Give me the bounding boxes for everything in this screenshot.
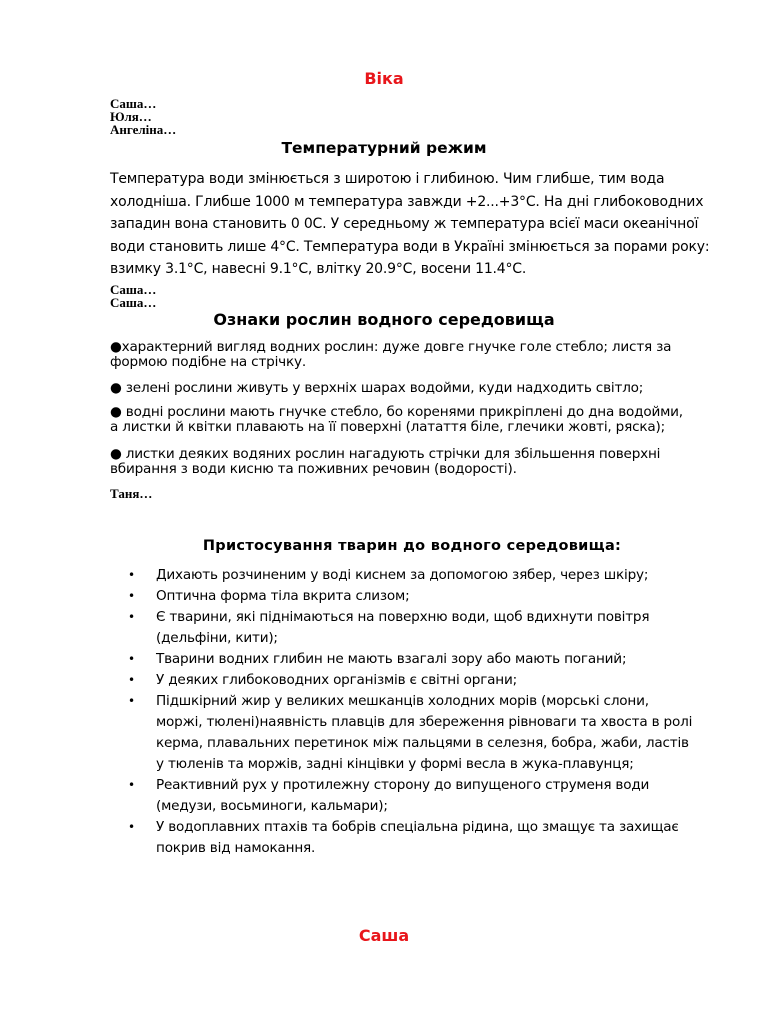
item-line: ● зелені рослини живуть у верхніх шарах водойми, куди надходить світло; [110, 380, 644, 396]
name-line: Юля… [110, 109, 152, 124]
item-line: ● листки деяких водяних рослин нагадують стрічки для збільшення поверхні [110, 446, 661, 462]
plant-feature-item [110, 447, 710, 476]
list-item [128, 817, 728, 859]
name-tanya: Таня… [110, 486, 153, 501]
paragraph-line: холодніша. Глибше 1000 м температура завжди +2...+3°С. На дні глибоководних [110, 193, 704, 210]
item-line: керма, плавальних перетинок між пальцями в селезня, бобра, жаби, ластів [156, 735, 689, 751]
bullet-icon: • [128, 589, 135, 603]
section-title-plants: Ознаки рослин водного середовища [213, 310, 555, 329]
bullet-icon: • [128, 778, 135, 792]
names-group-1 [110, 97, 176, 136]
section-title-temperature: Температурний режим [281, 139, 487, 157]
item-line: ●характерний вигляд водних рослин: дуже довге гнучке голе стебло; листя за [110, 339, 672, 355]
bullet-icon: • [128, 673, 135, 687]
list-item [128, 775, 728, 817]
names-group-2 [110, 283, 156, 309]
item-line: (дельфіни, кити); [156, 630, 278, 646]
plant-feature-item [110, 405, 710, 434]
name-line: Саша… [110, 96, 157, 111]
list-item [128, 565, 728, 586]
item-line: у тюленів та моржів, задні кінцівки у формі весла в жука-плавунця; [156, 756, 634, 772]
item-line: (медузи, восьминоги, кальмари); [156, 798, 388, 814]
item-line: а листки й квітки плавають на її поверхні (латаття біле, глечики жовті, ряска); [110, 418, 665, 435]
paragraph-line: Температура води змінюється з широтою і глибиною. Чим глибше, тим вода [110, 171, 665, 187]
item-line: Дихають розчиненим у воді киснем за допомогою зябер, через шкіру; [156, 567, 649, 583]
list-item [128, 649, 728, 670]
item-line: Підшкірний жир у великих мешканців холодних морів (морські слони, [156, 693, 649, 709]
section-title-animals: Пристосування тварин до водного середовища: [202, 538, 622, 554]
animal-adaptations-list [128, 565, 728, 859]
item-line: Є тварини, які піднімаються на поверхню води, щоб вдихнути повітря [156, 609, 650, 625]
bullet-icon: • [128, 820, 135, 834]
bullet-icon: • [128, 652, 135, 666]
name-line: Саша… [110, 282, 157, 297]
bullet-icon: • [128, 694, 135, 708]
list-item [128, 586, 728, 607]
item-line: вбирання з води кисню та поживних речовин (водорості). [110, 460, 517, 477]
paragraph-line: взимку 3.1°С, навесні 9.1°С, влітку 20.9°С, восени 11.4°С. [110, 261, 527, 278]
bullet-icon: • [128, 610, 135, 624]
temperature-paragraph [110, 168, 720, 281]
footer-name: Саша [358, 926, 410, 945]
item-line: У водоплавних птахів та бобрів спеціальна рідина, що змащує та захищає [156, 819, 679, 835]
item-line: Тварини водних глибин не мають взагалі зору або мають поганий; [156, 651, 627, 667]
item-line: ● водні рослини мають гнучке стебло, бо коренями прикріплені до дна водойми, [110, 404, 683, 420]
paragraph-line: води становить лише 4°С. Температура води в Україні змінюється за порами року: [110, 238, 710, 255]
item-line: Оптична форма тіла вкрита слизом; [156, 588, 410, 604]
plant-feature-item [110, 340, 710, 369]
item-line: Реактивний рух у протилежну сторону до випущеного струменя води [156, 777, 650, 793]
list-item [128, 607, 728, 649]
item-line: формою подібне на стрічку. [110, 353, 306, 370]
paragraph-line: западин вона становить 0 0С. У середньому ж температура всієї маси океанічної [110, 216, 699, 233]
plant-feature-item [110, 381, 710, 396]
item-line: покрив від намокання. [156, 840, 316, 856]
name-line: Саша… [110, 295, 157, 310]
list-item [128, 691, 728, 775]
list-item [128, 670, 728, 691]
header-name: Віка [364, 69, 404, 88]
bullet-icon: • [128, 568, 135, 582]
item-line: У деяких глибоководних організмів є світні органи; [156, 672, 518, 688]
item-line: моржі, тюлені)наявність плавців для збереження рівноваги та хвоста в ролі [156, 714, 693, 730]
name-line: Ангеліна… [110, 122, 177, 137]
